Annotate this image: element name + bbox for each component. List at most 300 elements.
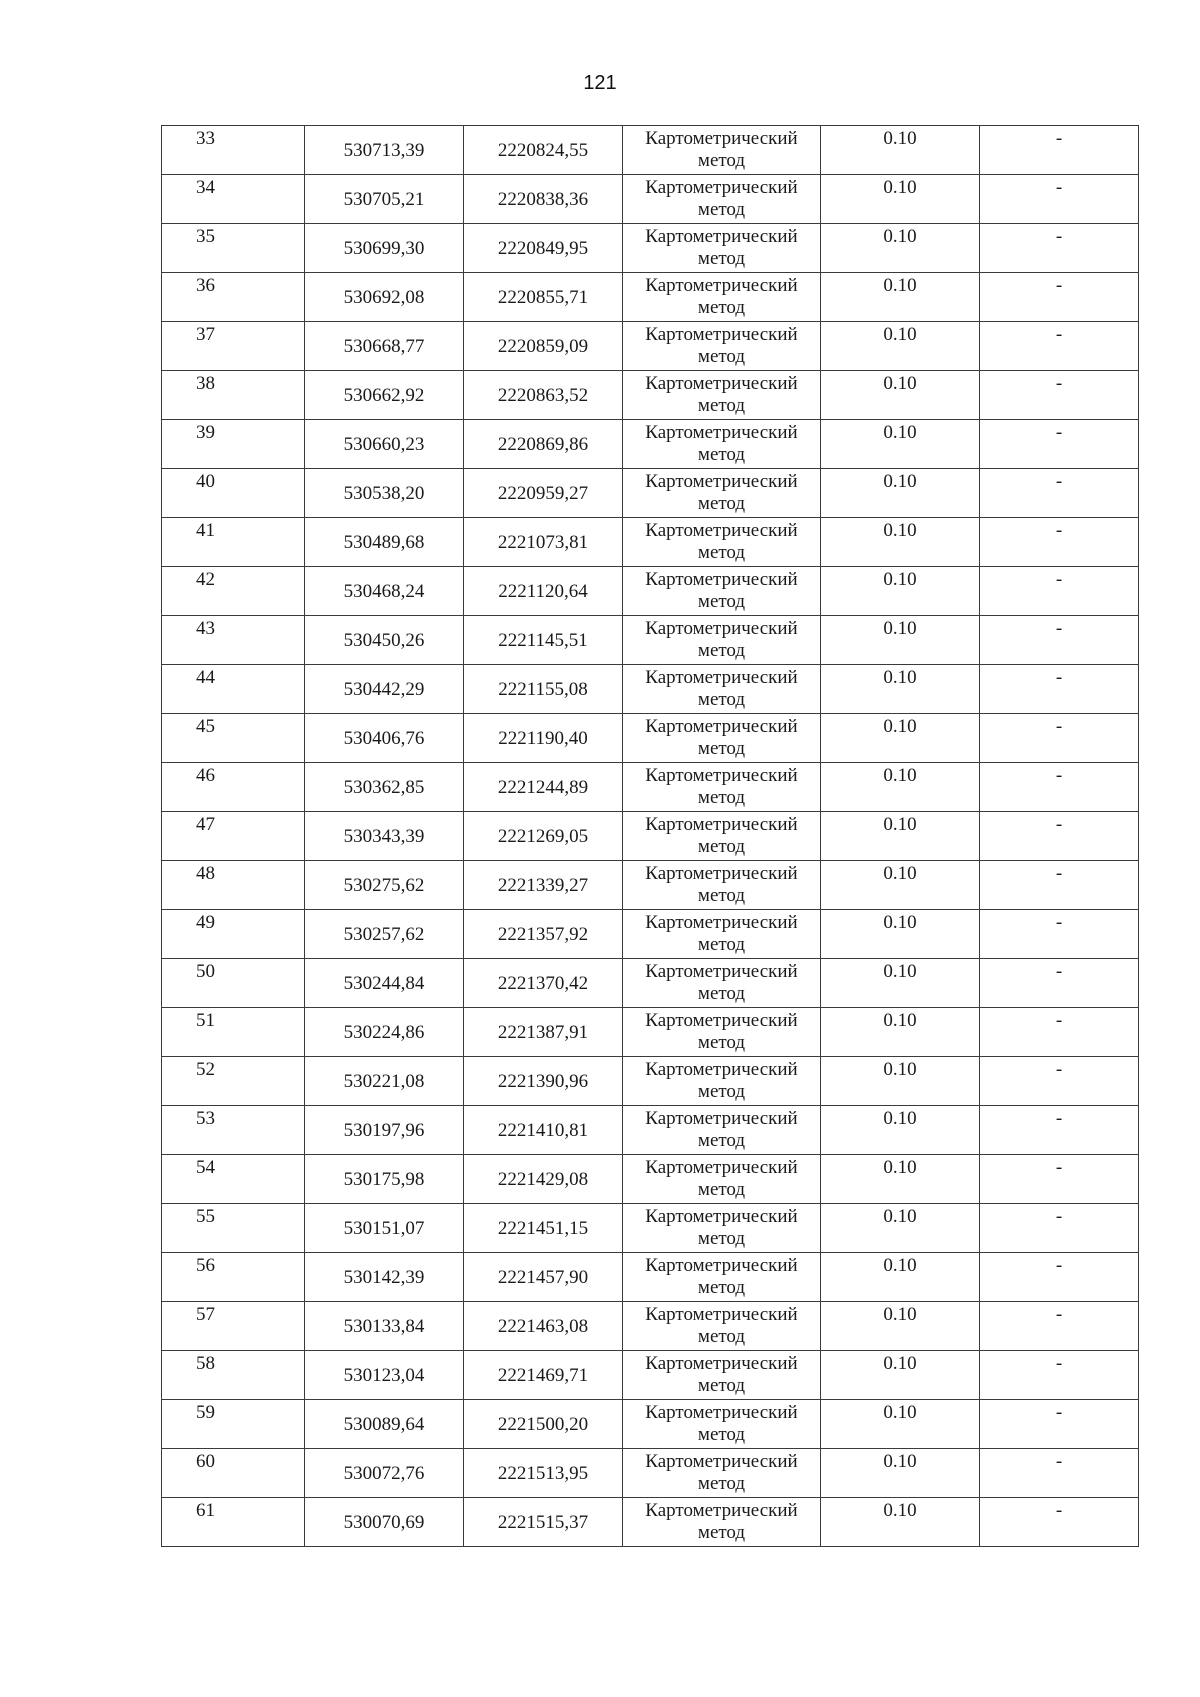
accuracy-cell-text: 0.10 (883, 1059, 917, 1080)
x-coordinate-cell-text: 530538,20 (343, 483, 425, 504)
x-coordinate-cell (305, 175, 464, 224)
note-cell (980, 959, 1139, 1008)
y-coordinate-cell (464, 1449, 623, 1498)
y-coordinate-cell-text: 2221073,81 (497, 532, 589, 553)
note-cell-text: - (1055, 1304, 1063, 1325)
point-number-cell (162, 273, 305, 322)
y-coordinate-cell-text: 2221513,95 (497, 1463, 589, 1484)
table-row (162, 322, 1139, 371)
x-coordinate-cell (305, 126, 464, 175)
table-row (162, 1155, 1139, 1204)
y-coordinate-cell (464, 371, 623, 420)
method-cell-text: Картометрический метод (645, 1353, 798, 1396)
y-coordinate-cell-text: 2221244,89 (497, 777, 589, 798)
method-cell-text: Картометрический метод (645, 1255, 798, 1298)
y-coordinate-cell (464, 1204, 623, 1253)
method-cell (623, 175, 821, 224)
accuracy-cell (821, 1008, 980, 1057)
point-number-cell-text: 38 (196, 373, 215, 394)
x-coordinate-cell (305, 1155, 464, 1204)
y-coordinate-cell-text: 2221457,90 (497, 1267, 589, 1288)
accuracy-cell (821, 861, 980, 910)
point-number-cell (162, 1498, 305, 1547)
y-coordinate-cell-text: 2221429,08 (497, 1169, 589, 1190)
note-cell (980, 812, 1139, 861)
x-coordinate-cell (305, 567, 464, 616)
accuracy-cell-text: 0.10 (883, 667, 917, 688)
x-coordinate-cell-text: 530070,69 (343, 1512, 425, 1533)
accuracy-cell (821, 616, 980, 665)
y-coordinate-cell (464, 567, 623, 616)
note-cell-text: - (1055, 569, 1063, 590)
y-coordinate-cell-text: 2221410,81 (497, 1120, 589, 1141)
accuracy-cell-text: 0.10 (883, 324, 917, 345)
method-cell-text: Картометрический метод (645, 275, 798, 318)
point-number-cell (162, 1253, 305, 1302)
note-cell (980, 518, 1139, 567)
y-coordinate-cell-text: 2221120,64 (498, 581, 588, 602)
accuracy-cell (821, 665, 980, 714)
note-cell-text: - (1055, 1108, 1063, 1129)
y-coordinate-cell-text: 2220824,55 (497, 140, 589, 161)
y-coordinate-cell (464, 518, 623, 567)
point-number-cell (162, 763, 305, 812)
point-number-cell-text: 55 (196, 1206, 215, 1227)
y-coordinate-cell (464, 322, 623, 371)
method-cell (623, 1498, 821, 1547)
point-number-cell-text: 58 (196, 1353, 215, 1374)
y-coordinate-cell-text: 2221370,42 (497, 973, 589, 994)
note-cell-text: - (1055, 226, 1063, 247)
method-cell-text: Картометрический метод (645, 667, 798, 710)
method-cell-text: Картометрический метод (645, 912, 798, 955)
note-cell (980, 616, 1139, 665)
accuracy-cell (821, 567, 980, 616)
x-coordinate-cell-text: 530660,23 (343, 434, 425, 455)
note-cell (980, 1057, 1139, 1106)
method-cell (623, 1008, 821, 1057)
method-cell (623, 861, 821, 910)
method-cell (623, 567, 821, 616)
method-cell-text: Картометрический метод (645, 1451, 798, 1494)
method-cell (623, 616, 821, 665)
y-coordinate-cell (464, 665, 623, 714)
table-row (162, 812, 1139, 861)
point-number-cell-text: 48 (196, 863, 215, 884)
accuracy-cell-text: 0.10 (883, 618, 917, 639)
note-cell-text: - (1055, 324, 1063, 345)
method-cell (623, 224, 821, 273)
x-coordinate-cell (305, 714, 464, 763)
note-cell (980, 1400, 1139, 1449)
point-number-cell (162, 518, 305, 567)
x-coordinate-cell-text: 530133,84 (343, 1316, 425, 1337)
note-cell-text: - (1055, 422, 1063, 443)
accuracy-cell-text: 0.10 (883, 1500, 917, 1521)
note-cell (980, 1008, 1139, 1057)
accuracy-cell (821, 1302, 980, 1351)
y-coordinate-cell (464, 616, 623, 665)
table-row (162, 763, 1139, 812)
note-cell-text: - (1055, 1451, 1063, 1472)
method-cell-text: Картометрический метод (645, 569, 798, 612)
point-number-cell-text: 33 (196, 128, 215, 149)
accuracy-cell (821, 812, 980, 861)
note-cell-text: - (1055, 1353, 1063, 1374)
point-number-cell-text: 35 (196, 226, 215, 247)
method-cell-text: Картометрический метод (645, 520, 798, 563)
method-cell (623, 812, 821, 861)
note-cell-text: - (1055, 275, 1063, 296)
note-cell (980, 371, 1139, 420)
note-cell (980, 420, 1139, 469)
point-number-cell (162, 224, 305, 273)
x-coordinate-cell-text: 530072,76 (343, 1463, 425, 1484)
point-number-cell-text: 44 (196, 667, 215, 688)
y-coordinate-cell (464, 1253, 623, 1302)
x-coordinate-cell (305, 812, 464, 861)
x-coordinate-cell (305, 1057, 464, 1106)
note-cell (980, 126, 1139, 175)
method-cell-text: Картометрический метод (645, 1059, 798, 1102)
point-number-cell (162, 861, 305, 910)
x-coordinate-cell-text: 530244,84 (343, 973, 425, 994)
method-cell (623, 1106, 821, 1155)
accuracy-cell (821, 224, 980, 273)
method-cell-text: Картометрический метод (645, 471, 798, 514)
accuracy-cell (821, 959, 980, 1008)
point-number-cell (162, 126, 305, 175)
x-coordinate-cell (305, 371, 464, 420)
note-cell-text: - (1055, 863, 1063, 884)
accuracy-cell (821, 1057, 980, 1106)
x-coordinate-cell (305, 1351, 464, 1400)
table-row (162, 1057, 1139, 1106)
method-cell (623, 1302, 821, 1351)
y-coordinate-cell (464, 469, 623, 518)
point-number-cell-text: 39 (196, 422, 215, 443)
accuracy-cell (821, 1253, 980, 1302)
y-coordinate-cell (464, 420, 623, 469)
point-number-cell-text: 60 (196, 1451, 215, 1472)
note-cell-text: - (1055, 765, 1063, 786)
point-number-cell (162, 1057, 305, 1106)
table-row (162, 273, 1139, 322)
table-row (162, 1302, 1139, 1351)
point-number-cell (162, 1400, 305, 1449)
y-coordinate-cell (464, 1106, 623, 1155)
point-number-cell (162, 714, 305, 763)
method-cell (623, 420, 821, 469)
y-coordinate-cell-text: 2220869,86 (497, 434, 589, 455)
point-number-cell (162, 1302, 305, 1351)
table-row (162, 1253, 1139, 1302)
y-coordinate-cell-text: 2220959,27 (497, 483, 589, 504)
y-coordinate-cell-text: 2221269,05 (497, 826, 589, 847)
point-number-cell-text: 46 (196, 765, 215, 786)
table-row (162, 1351, 1139, 1400)
accuracy-cell (821, 469, 980, 518)
method-cell (623, 322, 821, 371)
point-number-cell-text: 54 (196, 1157, 215, 1178)
accuracy-cell (821, 175, 980, 224)
note-cell-text: - (1055, 471, 1063, 492)
method-cell-text: Картометрический метод (645, 226, 798, 269)
point-number-cell (162, 910, 305, 959)
x-coordinate-cell (305, 1253, 464, 1302)
point-number-cell (162, 959, 305, 1008)
note-cell (980, 1253, 1139, 1302)
y-coordinate-cell (464, 1008, 623, 1057)
x-coordinate-cell (305, 469, 464, 518)
accuracy-cell (821, 420, 980, 469)
method-cell-text: Картометрический метод (645, 1206, 798, 1249)
point-number-cell-text: 45 (196, 716, 215, 737)
point-number-cell (162, 322, 305, 371)
accuracy-cell (821, 322, 980, 371)
table-row (162, 665, 1139, 714)
x-coordinate-cell-text: 530713,39 (343, 140, 425, 161)
x-coordinate-cell (305, 959, 464, 1008)
y-coordinate-cell-text: 2221500,20 (497, 1414, 589, 1435)
table-row (162, 1498, 1139, 1547)
method-cell (623, 469, 821, 518)
y-coordinate-cell-text: 2221145,51 (498, 630, 588, 651)
table-row (162, 567, 1139, 616)
y-coordinate-cell-text: 2220859,09 (497, 336, 589, 357)
accuracy-cell-text: 0.10 (883, 814, 917, 835)
accuracy-cell-text: 0.10 (883, 1206, 917, 1227)
y-coordinate-cell-text: 2221515,37 (497, 1512, 589, 1533)
x-coordinate-cell (305, 518, 464, 567)
accuracy-cell (821, 763, 980, 812)
x-coordinate-cell (305, 1498, 464, 1547)
accuracy-cell-text: 0.10 (883, 128, 917, 149)
y-coordinate-cell (464, 224, 623, 273)
x-coordinate-cell-text: 530343,39 (343, 826, 425, 847)
table-row (162, 1449, 1139, 1498)
x-coordinate-cell-text: 530089,64 (343, 1414, 425, 1435)
point-number-cell-text: 52 (196, 1059, 215, 1080)
note-cell-text: - (1055, 1059, 1063, 1080)
note-cell (980, 665, 1139, 714)
note-cell-text: - (1055, 667, 1063, 688)
point-number-cell-text: 42 (196, 569, 215, 590)
point-number-cell (162, 812, 305, 861)
note-cell-text: - (1055, 1255, 1063, 1276)
y-coordinate-cell (464, 763, 623, 812)
table-row (162, 175, 1139, 224)
y-coordinate-cell-text: 2221339,27 (497, 875, 589, 896)
table-row (162, 1400, 1139, 1449)
point-number-cell-text: 49 (196, 912, 215, 933)
method-cell (623, 1204, 821, 1253)
x-coordinate-cell (305, 322, 464, 371)
x-coordinate-cell-text: 530151,07 (343, 1218, 425, 1239)
table-row (162, 518, 1139, 567)
x-coordinate-cell-text: 530692,08 (343, 287, 425, 308)
accuracy-cell-text: 0.10 (883, 520, 917, 541)
note-cell (980, 1106, 1139, 1155)
table-row (162, 1008, 1139, 1057)
note-cell (980, 1351, 1139, 1400)
x-coordinate-cell-text: 530705,21 (343, 189, 425, 210)
accuracy-cell (821, 273, 980, 322)
point-number-cell (162, 567, 305, 616)
x-coordinate-cell (305, 665, 464, 714)
method-cell-text: Картометрический метод (645, 1402, 798, 1445)
x-coordinate-cell (305, 861, 464, 910)
y-coordinate-cell-text: 2221390,96 (497, 1071, 589, 1092)
method-cell-text: Картометрический метод (645, 324, 798, 367)
x-coordinate-cell (305, 1302, 464, 1351)
page-number: 121 (583, 72, 617, 94)
point-number-cell-text: 61 (196, 1500, 215, 1521)
accuracy-cell-text: 0.10 (883, 1451, 917, 1472)
point-number-cell (162, 1106, 305, 1155)
y-coordinate-cell (464, 861, 623, 910)
x-coordinate-cell-text: 530450,26 (343, 630, 425, 651)
method-cell-text: Картометрический метод (645, 961, 798, 1004)
method-cell (623, 714, 821, 763)
y-coordinate-cell (464, 1302, 623, 1351)
accuracy-cell-text: 0.10 (883, 863, 917, 884)
y-coordinate-cell-text: 2220849,95 (497, 238, 589, 259)
table-row (162, 224, 1139, 273)
y-coordinate-cell-text: 2221463,08 (497, 1316, 589, 1337)
y-coordinate-cell (464, 1057, 623, 1106)
method-cell (623, 1057, 821, 1106)
note-cell (980, 714, 1139, 763)
accuracy-cell (821, 1155, 980, 1204)
accuracy-cell (821, 1449, 980, 1498)
accuracy-cell-text: 0.10 (883, 1108, 917, 1129)
method-cell-text: Картометрический метод (645, 765, 798, 808)
table-row (162, 469, 1139, 518)
x-coordinate-cell-text: 530142,39 (343, 1267, 425, 1288)
accuracy-cell-text: 0.10 (883, 373, 917, 394)
note-cell-text: - (1055, 961, 1063, 982)
note-cell (980, 1449, 1139, 1498)
point-number-cell-text: 51 (196, 1010, 215, 1031)
accuracy-cell (821, 1351, 980, 1400)
y-coordinate-cell (464, 1155, 623, 1204)
point-number-cell (162, 371, 305, 420)
accuracy-cell-text: 0.10 (883, 716, 917, 737)
table-row (162, 959, 1139, 1008)
x-coordinate-cell-text: 530257,62 (343, 924, 425, 945)
point-number-cell (162, 1449, 305, 1498)
y-coordinate-cell-text: 2221357,92 (497, 924, 589, 945)
note-cell (980, 469, 1139, 518)
point-number-cell-text: 57 (196, 1304, 215, 1325)
method-cell (623, 371, 821, 420)
method-cell (623, 1400, 821, 1449)
point-number-cell-text: 47 (196, 814, 215, 835)
method-cell-text: Картометрический метод (645, 1108, 798, 1151)
point-number-cell (162, 616, 305, 665)
x-coordinate-cell-text: 530489,68 (343, 532, 425, 553)
method-cell (623, 126, 821, 175)
table-row (162, 910, 1139, 959)
point-number-cell-text: 41 (196, 520, 215, 541)
y-coordinate-cell (464, 273, 623, 322)
x-coordinate-cell-text: 530699,30 (343, 238, 425, 259)
point-number-cell (162, 665, 305, 714)
note-cell-text: - (1055, 618, 1063, 639)
table-row (162, 420, 1139, 469)
x-coordinate-cell (305, 1204, 464, 1253)
accuracy-cell (821, 1106, 980, 1155)
x-coordinate-cell (305, 1449, 464, 1498)
accuracy-cell-text: 0.10 (883, 275, 917, 296)
point-number-cell (162, 420, 305, 469)
point-number-cell (162, 175, 305, 224)
accuracy-cell-text: 0.10 (883, 1157, 917, 1178)
accuracy-cell-text: 0.10 (883, 1304, 917, 1325)
y-coordinate-cell-text: 2220855,71 (497, 287, 589, 308)
note-cell-text: - (1055, 373, 1063, 394)
point-number-cell-text: 34 (196, 177, 215, 198)
point-number-cell (162, 1351, 305, 1400)
method-cell-text: Картометрический метод (645, 1010, 798, 1053)
accuracy-cell-text: 0.10 (883, 912, 917, 933)
x-coordinate-cell (305, 420, 464, 469)
note-cell-text: - (1055, 177, 1063, 198)
note-cell-text: - (1055, 1500, 1063, 1521)
method-cell-text: Картометрический метод (645, 1500, 798, 1543)
x-coordinate-cell-text: 530197,96 (343, 1120, 425, 1141)
note-cell (980, 861, 1139, 910)
note-cell-text: - (1055, 814, 1063, 835)
accuracy-cell (821, 910, 980, 959)
accuracy-cell-text: 0.10 (883, 177, 917, 198)
y-coordinate-cell (464, 1351, 623, 1400)
point-number-cell-text: 56 (196, 1255, 215, 1276)
note-cell (980, 1204, 1139, 1253)
table-row (162, 1106, 1139, 1155)
note-cell-text: - (1055, 716, 1063, 737)
point-number-cell-text: 40 (196, 471, 215, 492)
method-cell-text: Картометрический метод (645, 1304, 798, 1347)
accuracy-cell (821, 371, 980, 420)
x-coordinate-cell-text: 530406,76 (343, 728, 425, 749)
accuracy-cell-text: 0.10 (883, 1255, 917, 1276)
method-cell (623, 273, 821, 322)
y-coordinate-cell-text: 2220838,36 (497, 189, 589, 210)
method-cell-text: Картометрический метод (645, 177, 798, 220)
method-cell (623, 1351, 821, 1400)
y-coordinate-cell (464, 910, 623, 959)
x-coordinate-cell-text: 530275,62 (343, 875, 425, 896)
y-coordinate-cell (464, 1498, 623, 1547)
x-coordinate-cell-text: 530362,85 (343, 777, 425, 798)
point-number-cell (162, 469, 305, 518)
point-number-cell (162, 1155, 305, 1204)
method-cell (623, 910, 821, 959)
y-coordinate-cell (464, 714, 623, 763)
table-row (162, 371, 1139, 420)
table-row (162, 1204, 1139, 1253)
note-cell (980, 1155, 1139, 1204)
y-coordinate-cell-text: 2221451,15 (497, 1218, 589, 1239)
x-coordinate-cell (305, 273, 464, 322)
accuracy-cell-text: 0.10 (883, 226, 917, 247)
note-cell-text: - (1055, 1206, 1063, 1227)
x-coordinate-cell-text: 530468,24 (343, 581, 425, 602)
note-cell (980, 224, 1139, 273)
x-coordinate-cell-text: 530175,98 (343, 1169, 425, 1190)
